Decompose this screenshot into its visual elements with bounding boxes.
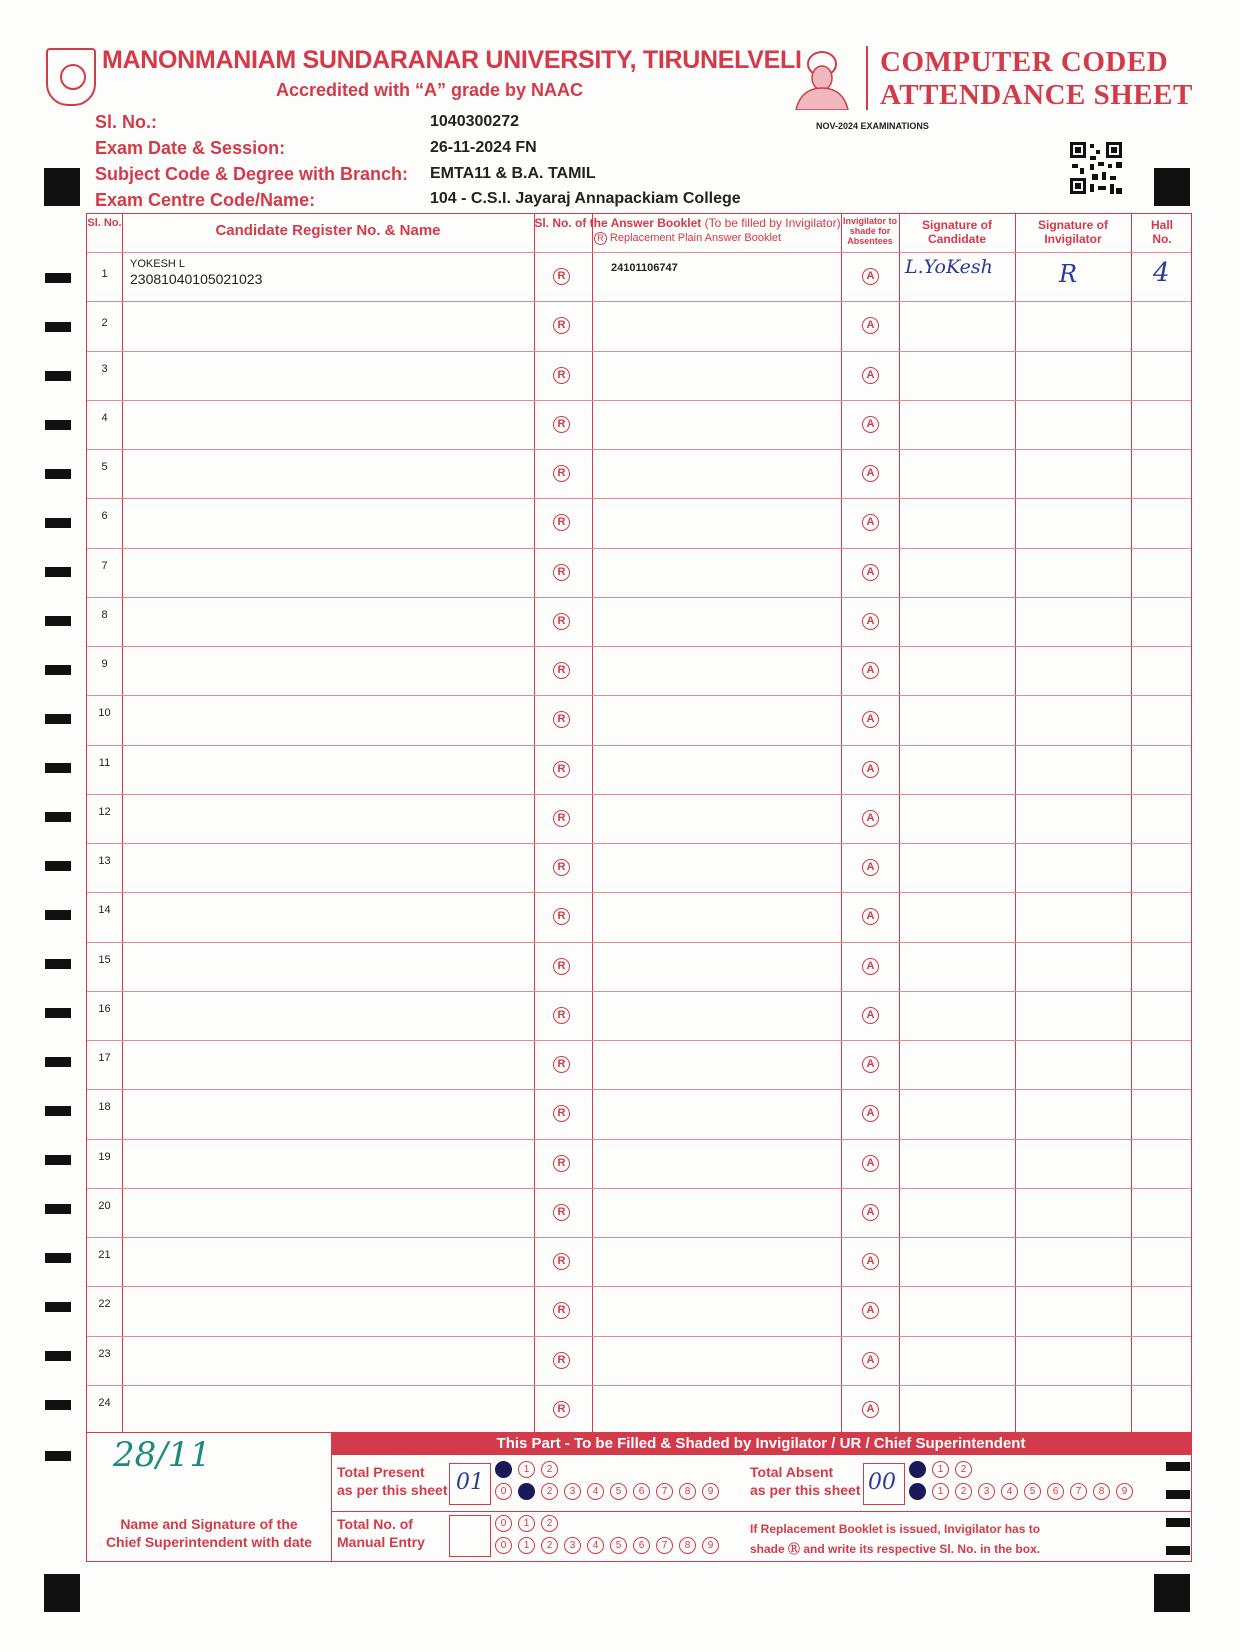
timing-mark [45, 322, 71, 332]
centre-label: Exam Centre Code/Name: [95, 190, 316, 210]
footer-banner: This Part - To be Filled & Shaded by Invigilator / UR / Chief Superintendent [331, 1433, 1191, 1455]
footer-panel [86, 1432, 1192, 1562]
absentee-bubble[interactable]: A [862, 1352, 879, 1369]
row-sl-no: 22 [98, 1298, 111, 1311]
present-ones-bubble[interactable]: 1 [518, 1483, 535, 1500]
absent-tens-bubble[interactable]: 2 [955, 1461, 972, 1478]
exam-date-value: 26-11-2024 FN [430, 139, 537, 156]
timing-mark [45, 616, 71, 626]
table-row [87, 498, 1191, 547]
total-absent-line1: Total Absent [750, 1464, 834, 1480]
corner-mark [44, 168, 80, 206]
header-divider [866, 46, 868, 110]
manual-ones-bubble[interactable]: 3 [564, 1537, 581, 1554]
manual-ones-bubble[interactable]: 7 [656, 1537, 673, 1554]
absentee-bubble[interactable]: A [862, 1155, 879, 1172]
absentee-bubble[interactable]: A [862, 1204, 879, 1221]
absentee-bubble[interactable]: A [862, 958, 879, 975]
absent-ones-bubble[interactable]: 0 [909, 1483, 926, 1500]
timing-mark [45, 518, 71, 528]
col-booklet-note: (To be filled by Invigilator) [704, 216, 841, 230]
manual-tens-bubble[interactable]: 0 [495, 1515, 512, 1532]
row-sl-no: 23 [98, 1347, 111, 1360]
col-sig-invigilator: Signature of Invigilator [1037, 218, 1108, 246]
table-row [87, 1286, 1191, 1335]
row-sl-no: 12 [98, 805, 111, 818]
absent-ones-bubble[interactable]: 1 [932, 1483, 949, 1500]
sheet-title-line2: ATTENDANCE SHEET [880, 79, 1193, 111]
row-sl-no: 4 [101, 411, 108, 424]
present-tens-bubble[interactable]: 0 [495, 1461, 512, 1478]
manual-entry-label [337, 1515, 425, 1551]
sheet-title-line1: COMPUTER CODED [880, 46, 1169, 78]
attendance-table [86, 213, 1192, 1433]
row-sl-no: 1 [101, 268, 108, 280]
row-sl-no: 7 [101, 559, 108, 572]
replacement-line2: shade Ⓡ and write its respective Sl. No. in the box. [750, 1542, 1041, 1556]
row-sl-no: 17 [98, 1052, 111, 1064]
total-absent-box[interactable] [863, 1463, 905, 1505]
absentee-bubble[interactable]: A [862, 662, 879, 679]
centre-value: 104 - C.S.I. Jayaraj Annapackiam College [430, 190, 741, 207]
candidate-name: YOKESH L [130, 258, 186, 270]
timing-mark [45, 273, 71, 283]
timing-mark [45, 959, 71, 969]
timing-mark [45, 861, 71, 871]
table-row [87, 646, 1191, 695]
manual-line2: Manual Entry [337, 1534, 425, 1550]
absentee-bubble[interactable]: A [862, 1056, 879, 1073]
timing-mark [45, 1008, 71, 1018]
col-booklet-title: Sl. No. of the Answer Booklet [534, 216, 702, 230]
replacement-bubble[interactable]: R [553, 761, 570, 778]
timing-mark [45, 1351, 71, 1361]
timing-mark [45, 1400, 71, 1410]
row-sl-no: 9 [101, 658, 108, 670]
table-row [87, 1188, 1191, 1237]
row-sl-no: 6 [101, 510, 108, 523]
candidate-register-no: 23081040105021023 [130, 271, 263, 287]
row-sl-no: 20 [98, 1199, 111, 1212]
manual-tens-bubble[interactable]: 1 [518, 1515, 535, 1532]
absentee-bubble[interactable]: A [862, 810, 879, 827]
table-row [87, 745, 1191, 794]
table-row [87, 892, 1191, 941]
timing-mark [45, 812, 71, 822]
row-sl-no: 8 [101, 608, 108, 621]
absentee-bubble[interactable]: A [862, 613, 879, 630]
absentee-bubble[interactable]: A [862, 367, 879, 384]
row-sl-no: 19 [98, 1150, 111, 1163]
absent-ones-bubble[interactable]: 7 [1070, 1483, 1087, 1500]
replacement-bubble[interactable]: R [553, 1155, 570, 1172]
table-row [87, 991, 1191, 1040]
r-glyph: R [594, 232, 607, 245]
table-row [87, 695, 1191, 744]
table-row [87, 301, 1191, 350]
col-booklet-sub [594, 232, 781, 244]
qr-code-icon [1070, 142, 1122, 194]
present-ones-bubble[interactable]: 3 [564, 1483, 581, 1500]
accreditation-text: Accredited with “A” grade by NAAC [276, 80, 584, 100]
present-ones-bubble[interactable]: 7 [656, 1483, 673, 1500]
manual-ones-bubble[interactable]: 9 [702, 1537, 719, 1554]
replacement-bubble[interactable]: R [553, 1056, 570, 1073]
table-row [87, 1385, 1191, 1434]
replacement-bubble[interactable]: R [553, 1105, 570, 1122]
manual-tens-bubble[interactable]: 2 [541, 1515, 558, 1532]
timing-mark [45, 1451, 71, 1461]
manual-ones-bubble[interactable]: 4 [587, 1537, 604, 1554]
replacement-bubble[interactable]: R [553, 958, 570, 975]
table-row [87, 1336, 1191, 1385]
table-row [87, 794, 1191, 843]
total-present-box[interactable] [449, 1463, 491, 1505]
replacement-bubble[interactable]: R [553, 564, 570, 581]
table-row [87, 1040, 1191, 1089]
subject-label: Subject Code & Degree with Branch: [95, 164, 409, 184]
col-absentees: Invigilator to shade for Absentees [843, 216, 897, 246]
absentee-bubble[interactable]: A [862, 317, 879, 334]
timing-mark [45, 1057, 71, 1067]
manual-entry-box[interactable] [449, 1515, 491, 1557]
corner-mark [1154, 1574, 1190, 1612]
chief-label-line1: Name and Signature of the [120, 1516, 298, 1532]
replacement-bubble[interactable]: R [553, 1253, 570, 1270]
sl-no-label: Sl. No.: [95, 112, 157, 132]
absentee-bubble[interactable]: A [862, 1253, 879, 1270]
manual-ones-bubble[interactable]: 2 [541, 1537, 558, 1554]
replacement-bubble[interactable]: R [553, 268, 570, 285]
row-sl-no: 2 [101, 317, 108, 330]
table-row [87, 548, 1191, 597]
present-ones-bubble[interactable]: 5 [610, 1483, 627, 1500]
total-absent-label [750, 1463, 861, 1499]
replacement-bubble[interactable]: R [553, 514, 570, 531]
manual-ones-bubble[interactable]: 5 [610, 1537, 627, 1554]
present-tens-bubble[interactable]: 1 [518, 1461, 535, 1478]
col-hall: Hall No. [1150, 218, 1173, 246]
absent-ones-bubble[interactable]: 6 [1047, 1483, 1064, 1500]
manual-ones-bubble[interactable]: 0 [495, 1537, 512, 1554]
timing-mark [45, 763, 71, 773]
table-row [87, 400, 1191, 449]
absentee-bubble[interactable]: A [862, 465, 879, 482]
table-row [87, 597, 1191, 646]
row-sl-no: 18 [98, 1101, 111, 1114]
manual-ones-bubble[interactable]: 6 [633, 1537, 650, 1554]
manual-line1: Total No. of [337, 1516, 413, 1532]
table-row [87, 351, 1191, 400]
candidate-signature[interactable]: L.YoKesh [905, 256, 993, 278]
row-sl-no: 13 [98, 855, 111, 867]
present-ones-bubble[interactable]: 6 [633, 1483, 650, 1500]
exam-tag: NOV-2024 EXAMINATIONS [816, 121, 929, 131]
replacement-bubble[interactable]: R [553, 416, 570, 433]
corner-mark [1154, 168, 1190, 206]
total-present-line1: Total Present [337, 1464, 425, 1480]
row-sl-no: 21 [98, 1249, 111, 1261]
row-sl-no: 11 [98, 756, 111, 769]
absentee-bubble[interactable]: A [862, 908, 879, 925]
present-tens-bubble[interactable]: 2 [541, 1461, 558, 1478]
absentee-bubble[interactable]: A [862, 1302, 879, 1319]
replacement-note [750, 1519, 1040, 1559]
table-row [87, 942, 1191, 991]
table-row [87, 1237, 1191, 1286]
hall-number[interactable]: 4 [1153, 258, 1170, 288]
booklet-number[interactable]: 24101106747 [611, 262, 678, 274]
row-sl-no: 14 [98, 904, 111, 917]
replacement-bubble[interactable]: R [553, 711, 570, 728]
absent-ones-bubble[interactable]: 8 [1093, 1483, 1110, 1500]
total-present-line2: as per this sheet [337, 1482, 448, 1498]
absentee-bubble[interactable]: A [862, 711, 879, 728]
total-absent-value: 00 [868, 1470, 896, 1495]
total-absent-line2: as per this sheet [750, 1482, 861, 1498]
row-sl-no: 16 [98, 1002, 111, 1015]
university-logo-icon [46, 48, 96, 106]
replacement-bubble[interactable]: R [553, 317, 570, 334]
founder-portrait-icon [790, 44, 854, 110]
replacement-bubble[interactable]: R [553, 810, 570, 827]
chief-label-line2: Chief Superintendent with date [105, 1534, 313, 1550]
timing-mark [45, 1302, 71, 1312]
absent-ones-bubble[interactable]: 5 [1024, 1483, 1041, 1500]
timing-mark [45, 567, 71, 577]
timing-mark [45, 420, 71, 430]
absentee-bubble[interactable]: A [862, 1007, 879, 1024]
replacement-bubble[interactable]: R [553, 465, 570, 482]
replacement-bubble[interactable]: R [553, 662, 570, 679]
replacement-bubble[interactable]: R [553, 1007, 570, 1024]
manual-ones-bubble[interactable]: 8 [679, 1537, 696, 1554]
replacement-bubble[interactable]: R [553, 1401, 570, 1418]
table-row [87, 449, 1191, 498]
present-ones-bubble[interactable]: 8 [679, 1483, 696, 1500]
chief-label [87, 1515, 331, 1551]
absentee-bubble[interactable]: A [862, 514, 879, 531]
subject-value: EMTA11 & B.A. TAMIL [430, 165, 596, 182]
timing-mark [45, 1204, 71, 1214]
total-present-value: 01 [456, 1470, 484, 1495]
row-sl-no: 24 [98, 1396, 111, 1409]
timing-mark [45, 1155, 71, 1165]
corner-mark [44, 1574, 80, 1612]
table-row [87, 1089, 1191, 1138]
timing-mark [45, 1253, 71, 1263]
replacement-bubble[interactable]: R [553, 1302, 570, 1319]
absent-ones-bubble[interactable]: 9 [1116, 1483, 1133, 1500]
absentee-bubble[interactable]: A [862, 859, 879, 876]
col-sig-candidate: Signature of Candidate [921, 218, 992, 246]
present-ones-bubble[interactable]: 9 [702, 1483, 719, 1500]
col-booklet [534, 216, 841, 245]
chief-signature: 28/11 [113, 1435, 211, 1475]
absent-ones-bubble[interactable]: 2 [955, 1483, 972, 1500]
replacement-bubble[interactable]: R [553, 859, 570, 876]
absentee-bubble[interactable]: A [862, 761, 879, 778]
table-row [87, 252, 1191, 301]
timing-mark [45, 665, 71, 675]
absentee-bubble[interactable]: A [862, 564, 879, 581]
replacement-bubble[interactable]: R [553, 1204, 570, 1221]
replacement-bubble[interactable]: R [553, 613, 570, 630]
timing-mark [45, 371, 71, 381]
present-ones-bubble[interactable]: 0 [495, 1483, 512, 1500]
replacement-bubble[interactable]: R [553, 367, 570, 384]
timing-mark [45, 714, 71, 724]
timing-mark [45, 910, 71, 920]
exam-date-label: Exam Date & Session: [95, 138, 286, 158]
present-ones-bubble[interactable]: 4 [587, 1483, 604, 1500]
manual-ones-bubble[interactable]: 1 [518, 1537, 535, 1554]
row-sl-no: 15 [98, 953, 111, 966]
col-sl: Sl. No. [87, 217, 122, 229]
absent-tens-bubble[interactable]: 1 [932, 1461, 949, 1478]
row-sl-no: 10 [98, 707, 111, 720]
absentee-bubble[interactable]: A [862, 416, 879, 433]
table-row [87, 1139, 1191, 1188]
timing-mark [45, 469, 71, 479]
col-booklet-sub-text: Replacement Plain Answer Booklet [609, 232, 782, 244]
row-sl-no: 5 [101, 461, 108, 473]
absent-ones-bubble[interactable]: 3 [978, 1483, 995, 1500]
invigilator-signature[interactable]: R [1059, 260, 1078, 288]
col-candidate: Candidate Register No. & Name [215, 222, 441, 239]
absentee-bubble[interactable]: A [862, 1105, 879, 1122]
table-row [87, 843, 1191, 892]
present-ones-bubble[interactable]: 2 [541, 1483, 558, 1500]
absentee-bubble[interactable]: A [862, 1401, 879, 1418]
replacement-bubble[interactable]: R [553, 908, 570, 925]
absent-tens-bubble[interactable]: 0 [909, 1461, 926, 1478]
sl-no-value: 1040300272 [430, 113, 519, 130]
replacement-line1: If Replacement Booklet is issued, Invigilator has to [750, 1522, 1041, 1536]
timing-mark [45, 1106, 71, 1116]
row-sl-no: 3 [101, 362, 108, 375]
absentee-bubble[interactable]: A [862, 268, 879, 285]
replacement-bubble[interactable]: R [553, 1352, 570, 1369]
absent-ones-bubble[interactable]: 4 [1001, 1483, 1018, 1500]
sheet-title [880, 46, 1193, 112]
total-present-label [337, 1463, 448, 1499]
university-name: MANONMANIAM SUNDARANAR UNIVERSITY, TIRUNELVELI [102, 46, 802, 74]
